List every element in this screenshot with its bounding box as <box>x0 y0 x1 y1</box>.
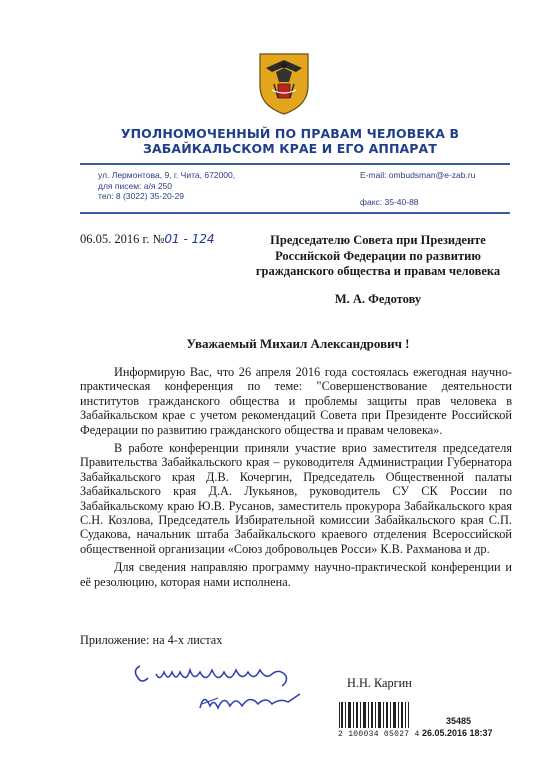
registration-date: 06.05. 2016 г. № <box>80 232 165 246</box>
org-title-line1: УПОЛНОМОЧЕННЫЙ ПО ПРАВАМ ЧЕЛОВЕКА В <box>120 126 460 141</box>
phone-line: тел: 8 (3022) 35-20-29 <box>98 191 184 201</box>
letter-body <box>80 365 512 593</box>
handwritten-signature <box>130 658 310 718</box>
incoming-datetime: 26.05.2016 18:37 <box>422 728 493 738</box>
contacts-address-block <box>98 170 235 202</box>
addressee-line1: Председателю Совета при Президенте <box>270 233 486 247</box>
letters-address-line: для писем: а/я 250 <box>98 180 173 191</box>
addressee-line3: гражданского общества и правам человека <box>255 264 501 278</box>
org-title-line2: ЗАБАЙКАЛЬСКОМ КРАЕ И ЕГО АППАРАТ <box>143 141 437 156</box>
body-paragraph-2: В работе конференции приняли участие врио заместителя председателя Правительства Забайкальского края – руководителя Администрации Губернатора Забайкальского края Д.В. Кочергин, Председатель Общественной палаты Забайкальского края Д.А. Лукьянов, руководитель СУ СК России по Забайкальскому краю Ю.В. Русанов, заместитель прокурора Забайкальского края С.Н. Козлова, Председатель Избирательной комиссии Забайкальского края С.П. Судакова, начальник штаба Забайкальского краевого отделения Всероссийской общественной организации «Союз добровольцев Росси» К.В. Рахманова и др. <box>80 441 512 556</box>
barcode-number: 2 100034 05027 4 <box>338 730 420 739</box>
contacts-electronic-block <box>360 170 475 207</box>
incoming-stamp <box>336 702 504 744</box>
salutation: Уважаемый Михаил Александрович ! <box>186 336 410 351</box>
header-divider-bottom <box>80 212 510 214</box>
body-paragraph-1: Информирую Вас, что 26 апреля 2016 года состоялась ежегодная научно-практическая конференция по теме: "Совершенствование деятельности институтов гражданского общества и проблемы защиты прав человека в Забайкальском крае с учетом рекомендаций Совета при Президенте Российской Федерации по развитию гражданского общества и правам человека». <box>80 365 512 437</box>
registration-number-handwritten: 01 - 124 <box>164 232 215 246</box>
signer-name: Н.Н. Каргин <box>347 676 412 690</box>
fax-line: факс: 35-40-88 <box>360 196 419 207</box>
address-line: ул. Лермонтова, 9, г. Чита, 672000, <box>98 170 236 180</box>
header-divider-top <box>80 163 510 165</box>
addressee-line2: Российской Федерации по развитию <box>275 248 481 263</box>
addressee-name: М. А. Федотову <box>334 292 422 306</box>
email-line: E-mail: ombudsman@e-zab.ru <box>360 170 476 180</box>
addressee-block <box>240 233 516 280</box>
organization-title <box>80 126 500 156</box>
incoming-number: 35485 <box>446 716 472 726</box>
coat-of-arms-emblem <box>256 50 312 116</box>
registration-line <box>80 232 215 247</box>
attachment-note: Приложение: на 4-х листах <box>80 633 223 647</box>
body-paragraph-3: Для сведения направляю программу научно-практической конференции и её резолюцию, которая нами исполнена. <box>80 560 512 589</box>
